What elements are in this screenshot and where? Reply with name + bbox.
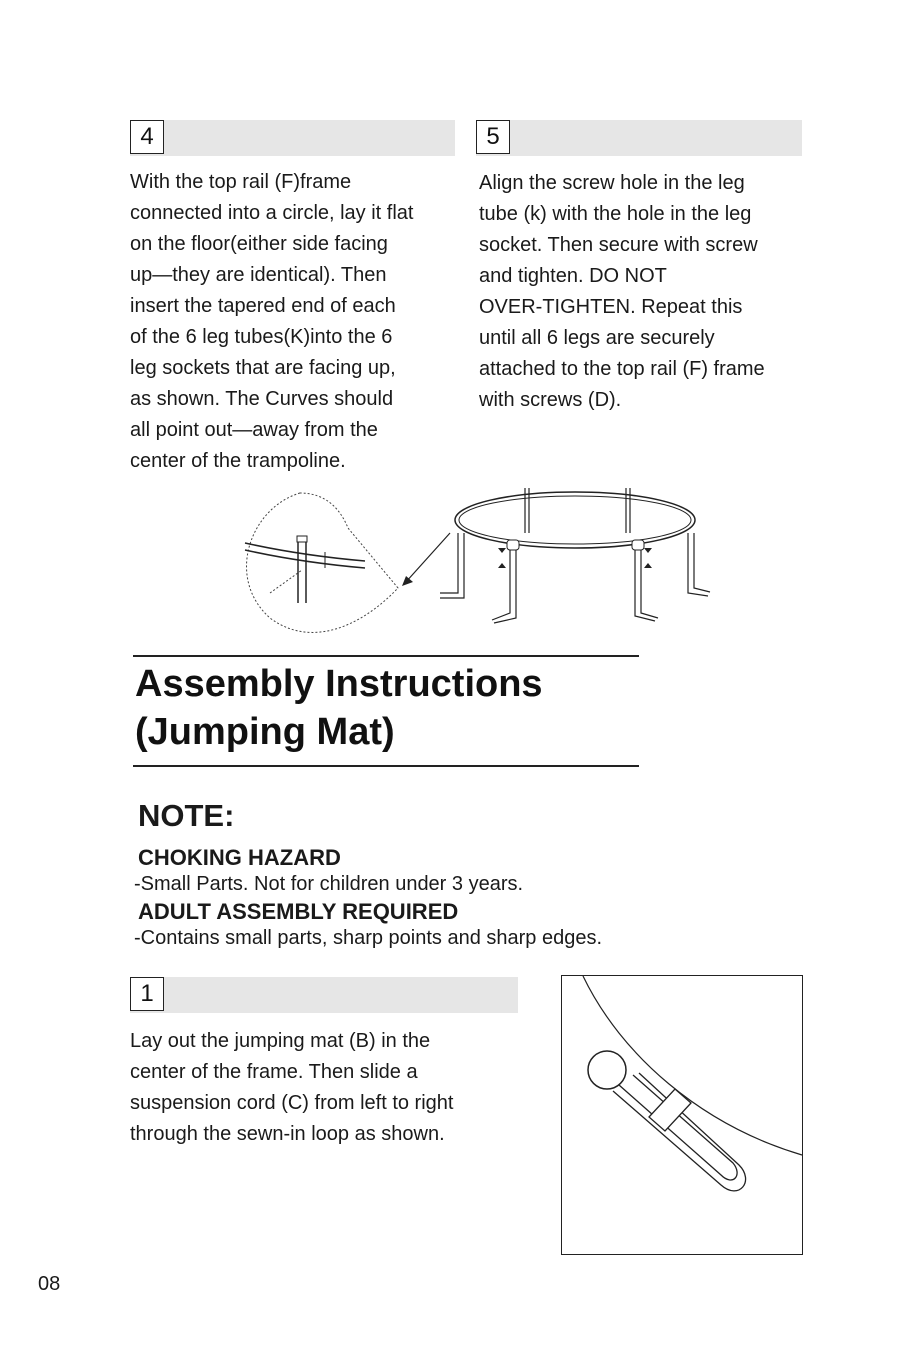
mat-step-1-number: 1 [130,977,164,1011]
step-4-text: With the top rail (F)frame connected into a circle, lay it flat on the floor(either side facing up—they are identical). Then insert the tapered end of each of the 6 leg tubes(K)into the 6 leg sockets that are facing up, as shown. The Curves should all point out—away from the center of the trampoline. [130,171,414,472]
mat-step-1-text: Lay out the jumping mat (B) in the center of the frame. Then slide a suspension cord (C) from left to right through the sewn-in loop as shown. [130,1030,454,1145]
step-5-number: 5 [476,120,510,154]
step-4-number: 4 [130,120,164,154]
step-4-header [130,120,455,156]
choking-hazard-text: -Small Parts. Not for children under 3 years. [134,873,524,895]
adult-assembly-text: -Contains small parts, sharp points and sharp edges. [134,927,603,949]
note-title: NOTE: [138,798,235,833]
step-5-header [476,120,802,156]
adult-assembly-title: ADULT ASSEMBLY REQUIRED [138,899,459,924]
trampoline-frame-illustration [230,488,730,638]
suspension-cord-illustration [561,975,803,1255]
choking-hazard-title: CHOKING HAZARD [138,845,341,870]
heading-rule-bottom [133,765,639,767]
page-number: 08 [38,1273,61,1295]
step-5-text: Align the screw hole in the leg tube (k) with the hole in the leg socket. Then secure with screw and tighten. DO NOT OVER-TIGHTEN. Repeat this until all 6 legs are securely attached to the top rail (F) frame with screws (D). [479,172,765,411]
section-title: Assembly Instructions (Jumping Mat) [135,663,543,753]
heading-rule-top [133,655,639,657]
mat-step-1-header [130,977,518,1013]
